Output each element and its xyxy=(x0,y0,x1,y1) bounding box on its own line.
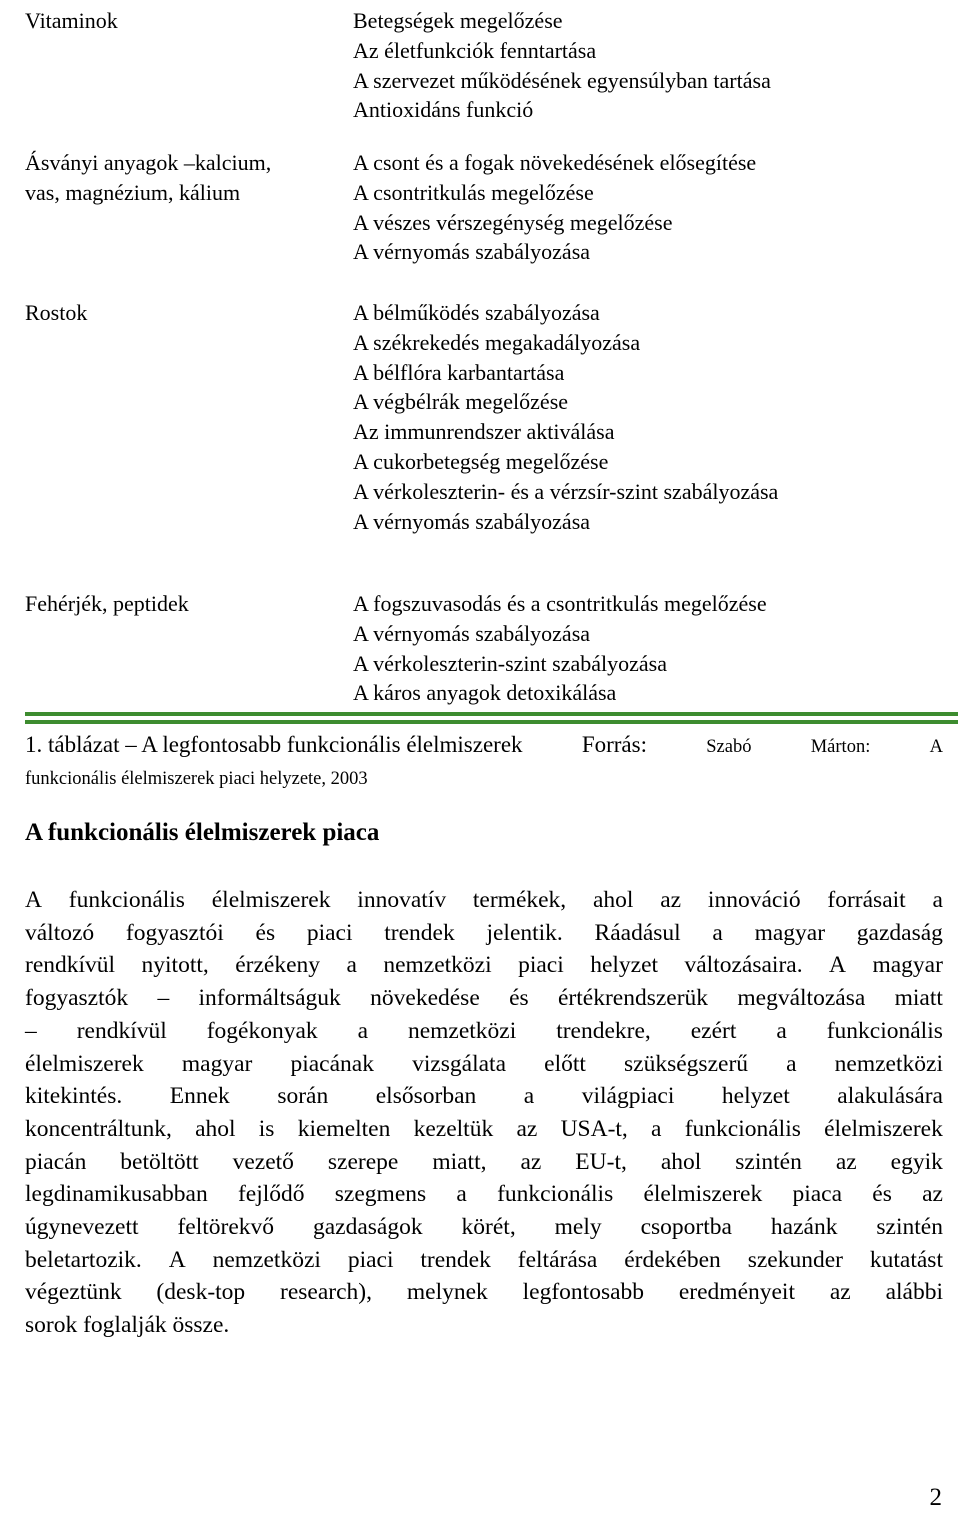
paragraph-word: a xyxy=(357,1017,369,1044)
paragraph-word: érdekében xyxy=(624,1246,721,1273)
paragraph-word: koncentráltunk, xyxy=(25,1115,172,1142)
list-item: A vérnyomás szabályozása xyxy=(353,239,591,265)
paragraph-word: növekedése xyxy=(370,985,480,1012)
row-items xyxy=(353,589,937,708)
body-paragraph xyxy=(25,884,943,1342)
caption-source-label: Forrás: xyxy=(581,732,647,757)
paragraph-word: a xyxy=(651,1115,662,1142)
paragraph-word: funkcionális xyxy=(497,1181,614,1208)
paragraph-word: az xyxy=(516,1115,538,1142)
list-item: A vérkoleszterin-szint szabályozása xyxy=(353,650,667,676)
paragraph-word: fogyasztói xyxy=(125,919,224,946)
paragraph-word: a xyxy=(932,887,943,913)
paragraph-word: csoportba xyxy=(640,1214,732,1241)
paragraph-word: a xyxy=(712,919,723,946)
paragraph-word: alábbi xyxy=(885,1279,943,1306)
paragraph-word: előtt xyxy=(544,1050,586,1077)
paragraph-line xyxy=(25,1178,943,1211)
caption-number: 1. táblázat – A legfontosabb funkcionális élelmiszerek xyxy=(25,732,523,757)
table-row xyxy=(25,298,937,589)
paragraph-line xyxy=(25,1080,943,1113)
table-row xyxy=(25,148,937,298)
row-label xyxy=(25,148,353,298)
table-row xyxy=(25,6,937,148)
paragraph-word: magyar xyxy=(754,919,826,946)
paragraph-word: elsősorban xyxy=(375,1083,477,1110)
paragraph-word: informáltságuk xyxy=(198,985,341,1012)
paragraph-word: a xyxy=(776,1017,787,1044)
paragraph-word: az xyxy=(520,1148,542,1175)
paragraph-word: élelmiszerek xyxy=(643,1181,763,1208)
paragraph-word: változó xyxy=(25,919,95,946)
paragraph-word: miatt xyxy=(894,985,943,1012)
list-item: A székrekedés megakadályozása xyxy=(353,329,641,355)
paragraph-word: Ennek xyxy=(169,1083,230,1110)
paragraph-word: szekunder xyxy=(747,1246,843,1273)
paragraph-word: nemzetközi xyxy=(407,1017,517,1044)
paragraph-word: piacán xyxy=(25,1148,87,1175)
paragraph-word: alakulására xyxy=(837,1083,943,1110)
paragraph-word: magyar xyxy=(872,952,943,979)
row-label-line: vas, magnézium, kálium xyxy=(25,179,241,205)
paragraph-line xyxy=(25,1211,943,1244)
paragraph-word: jelentik. xyxy=(486,919,563,946)
list-item: A fogszuvasodás és a csontritkulás megelőzése xyxy=(353,591,767,616)
list-item: Az életfunkciók fenntartása xyxy=(353,37,597,63)
list-item: A vérnyomás szabályozása xyxy=(353,620,591,646)
paragraph-word: gazdaság xyxy=(856,919,943,946)
paragraph-word: az xyxy=(660,887,682,913)
list-item: A káros anyagok detoxikálása xyxy=(353,680,617,706)
list-item: A bélműködés szabályozása xyxy=(353,300,600,325)
paragraph-word: az xyxy=(829,1279,851,1306)
row-label xyxy=(25,589,353,708)
paragraph-word: élelmiszerek xyxy=(824,1115,943,1142)
paragraph-word: megváltozása xyxy=(737,985,866,1012)
list-item: A végbélrák megelőzése xyxy=(353,389,569,415)
paragraph-line xyxy=(25,1309,943,1342)
row-label-line: Vitaminok xyxy=(25,8,118,33)
paragraph-word: – xyxy=(157,985,170,1012)
paragraph-word: a xyxy=(456,1181,467,1208)
paragraph-word: rendkívül xyxy=(76,1017,167,1044)
list-item: Az immunrendszer aktiválása xyxy=(353,419,615,445)
list-item: Antioxidáns funkció xyxy=(353,97,534,123)
paragraph-word: nemzetközi xyxy=(212,1246,321,1273)
table-row xyxy=(25,589,937,708)
list-item: A vérnyomás szabályozása xyxy=(353,508,591,534)
paragraph-line xyxy=(25,949,943,982)
paragraph-word: piaci xyxy=(518,952,564,979)
list-item: A csont és a fogak növekedésének elősegítése xyxy=(353,150,757,175)
paragraph-word: innováció xyxy=(707,887,801,913)
paragraph-word: kutatást xyxy=(869,1246,943,1273)
paragraph-word: – xyxy=(25,1017,37,1044)
paragraph-word: (desk-top xyxy=(156,1279,246,1306)
paragraph-word: A xyxy=(829,952,846,979)
paragraph-word: érzékeny xyxy=(235,952,321,979)
table-bottom-rule-lower xyxy=(25,720,958,724)
caption-source-word: Szabó xyxy=(706,737,752,757)
paragraph-word: legdinamikusabban xyxy=(25,1181,208,1208)
paragraph-word: értékrendszerük xyxy=(558,985,709,1012)
table-caption xyxy=(25,729,943,795)
paragraph-line xyxy=(25,982,943,1015)
paragraph-word: egyik xyxy=(890,1148,943,1175)
paragraph-word: gazdaságok xyxy=(312,1214,423,1241)
paragraph-word: a xyxy=(346,952,357,979)
paragraph-word: és xyxy=(509,985,529,1012)
paragraph-word: szintén xyxy=(876,1214,943,1241)
row-items xyxy=(353,148,937,298)
paragraph-line xyxy=(25,1113,943,1146)
paragraph-word: körét, xyxy=(461,1214,516,1241)
caption-line-2: funkcionális élelmiszerek piaci helyzete, 2003 xyxy=(25,769,368,789)
paragraph-word: mely xyxy=(554,1214,602,1241)
paragraph-line xyxy=(25,1015,943,1048)
paragraph-word: ezért xyxy=(690,1017,737,1044)
paragraph-word: beletartozik. xyxy=(25,1246,142,1273)
paragraph-word: piaci xyxy=(347,1246,394,1273)
paragraph-word: ahol xyxy=(660,1148,702,1175)
caption-line-1 xyxy=(25,729,943,763)
list-item: Betegségek megelőzése xyxy=(353,8,563,33)
caption-source-word: Márton: xyxy=(810,737,871,757)
paragraph-word: miatt, xyxy=(432,1148,487,1175)
paragraph-word: trendekre, xyxy=(556,1017,651,1044)
paragraph-word: végeztünk xyxy=(25,1279,122,1306)
paragraph-line xyxy=(25,1244,943,1277)
paragraph-word: kezeltük xyxy=(413,1115,494,1142)
paragraph-word: ahol xyxy=(195,1115,236,1142)
paragraph-word: A xyxy=(25,887,42,913)
paragraph-word: kitekintés. xyxy=(25,1083,123,1110)
list-item: A vérkoleszterin- és a vérzsír-szint szabályozása xyxy=(353,478,779,504)
list-item: A csontritkulás megelőzése xyxy=(353,179,594,205)
paragraph-word: funkcionális xyxy=(68,887,185,913)
paragraph-word: szegmens xyxy=(334,1181,427,1208)
row-label-line: Fehérjék, peptidek xyxy=(25,591,189,616)
paragraph-word: az xyxy=(835,1148,857,1175)
paragraph-word: eredményeit xyxy=(678,1279,795,1306)
paragraph-word: ahol xyxy=(592,887,634,913)
paragraph-word: is xyxy=(258,1115,275,1142)
paragraph-word: innovatív xyxy=(357,887,447,913)
paragraph-word: világpiaci xyxy=(581,1083,675,1110)
paragraph-word: és xyxy=(255,919,276,946)
paragraph-line xyxy=(25,1146,943,1179)
paragraph-word: fogékonyak xyxy=(206,1017,318,1044)
paragraph-word: változásaira. xyxy=(684,952,803,979)
paragraph-word: funkcionális xyxy=(826,1017,943,1044)
paragraph-word: funkcionális xyxy=(684,1115,801,1142)
paragraph-word: feltörekvő xyxy=(177,1214,275,1241)
paragraph-word: nyitott, xyxy=(141,952,209,979)
paragraph-word: trendek xyxy=(420,1246,491,1273)
paragraph-word: piaca xyxy=(792,1181,843,1208)
paragraph-word: helyzet xyxy=(590,952,659,979)
paragraph-line xyxy=(25,884,943,917)
paragraph-line xyxy=(25,1276,943,1309)
paragraph-word: betöltött xyxy=(120,1148,199,1175)
paragraph-word: USA-t, xyxy=(560,1115,628,1142)
row-items xyxy=(353,6,937,148)
paragraph-word: az xyxy=(922,1181,943,1208)
list-item: A cukorbetegség megelőzése xyxy=(353,448,609,474)
row-label-line: Rostok xyxy=(25,300,88,325)
paragraph-word: melynek xyxy=(406,1279,488,1306)
paragraph-word: research), xyxy=(280,1279,373,1306)
paragraph-word: élelmiszerek xyxy=(25,1050,144,1077)
paragraph-word: sorok foglalják össze. xyxy=(25,1312,230,1339)
paragraph-word: fejlődő xyxy=(237,1181,305,1208)
page-number: 2 xyxy=(929,1484,942,1511)
caption-source-word: A xyxy=(929,737,943,757)
paragraph-word: termékek, xyxy=(472,887,567,913)
paragraph-word: piaci xyxy=(306,919,353,946)
paragraph-word: a xyxy=(786,1050,797,1077)
paragraph-word: szintén xyxy=(735,1148,802,1175)
list-item: A vészes vérszegénység megelőzése xyxy=(353,209,673,235)
row-label xyxy=(25,6,353,148)
paragraph-line xyxy=(25,917,943,950)
section-heading: A funkcionális élelmiszerek piaca xyxy=(25,819,380,846)
paragraph-word: során xyxy=(277,1083,329,1110)
paragraph-word: trendek xyxy=(384,919,455,946)
row-items xyxy=(353,298,937,589)
paragraph-word: kiemelten xyxy=(297,1115,391,1142)
list-item: A bélflóra karbantartása xyxy=(353,359,565,385)
paragraph-word: szerepe xyxy=(327,1148,399,1175)
paragraph-word: A xyxy=(168,1246,186,1273)
list-item: A szervezet működésének egyensúlyban tartása xyxy=(353,67,771,93)
paragraph-word: forrásait xyxy=(827,887,906,913)
functional-food-table xyxy=(25,6,937,708)
paragraph-word: és xyxy=(872,1181,892,1208)
paragraph-word: úgynevezett xyxy=(25,1214,139,1241)
paragraph-word: nemzetközi xyxy=(383,952,492,979)
paragraph-word: élelmiszerek xyxy=(211,887,331,913)
paragraph-word: szükségszerű xyxy=(624,1050,749,1077)
paragraph-word: fogyasztók xyxy=(25,985,129,1012)
paragraph-word: Ráadásul xyxy=(594,919,681,946)
table-bottom-rule-upper xyxy=(25,712,958,716)
paragraph-word: hazánk xyxy=(770,1214,838,1241)
paragraph-word: helyzet xyxy=(721,1083,790,1110)
row-label xyxy=(25,298,353,589)
paragraph-word: magyar xyxy=(181,1050,253,1077)
paragraph-line xyxy=(25,1048,943,1081)
paragraph-word: vezető xyxy=(232,1148,294,1175)
paragraph-word: rendkívül xyxy=(25,952,116,979)
paragraph-word: a xyxy=(523,1083,535,1110)
row-label-line: Ásványi anyagok –kalcium, xyxy=(25,150,272,175)
paragraph-word: nemzetközi xyxy=(834,1050,943,1077)
paragraph-word: vizsgálata xyxy=(412,1050,507,1077)
paragraph-word: legfontosabb xyxy=(522,1279,645,1306)
paragraph-word: feltárása xyxy=(517,1246,598,1273)
paragraph-word: EU-t, xyxy=(575,1148,627,1175)
paragraph-word: piacának xyxy=(290,1050,374,1077)
